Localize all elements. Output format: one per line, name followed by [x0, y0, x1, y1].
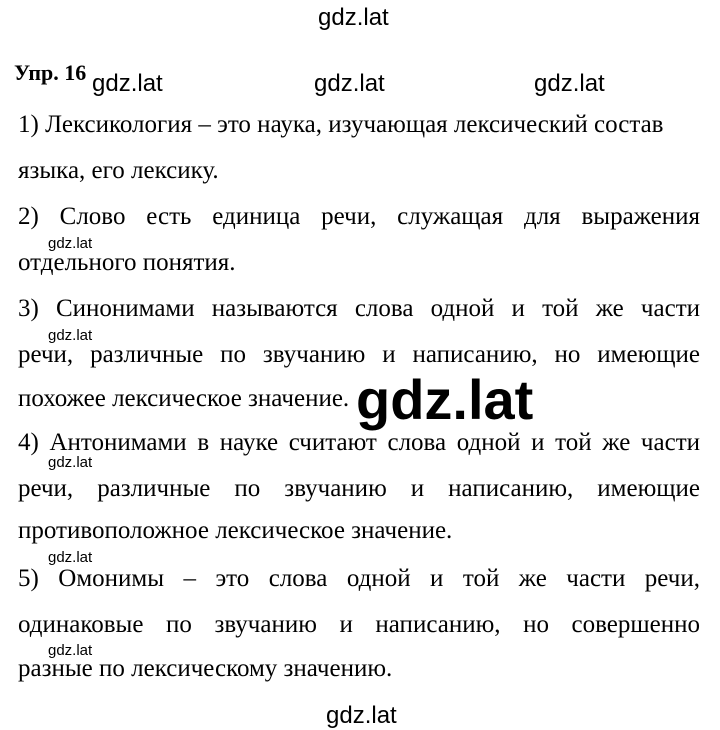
- paragraph-3-line-2: речи, различные по звучанию и написанию, но имеющие: [18, 341, 700, 368]
- paragraph-3-line-1: 3) Синонимами называются слова одной и той же части: [18, 295, 700, 322]
- watermark-text: gdz.lat: [48, 549, 93, 566]
- watermark-text: gdz.lat: [318, 4, 389, 31]
- watermark-text: gdz.lat: [48, 235, 93, 252]
- paragraph-4-line-2: речи, различные по звучанию и написанию, имеющие: [18, 475, 700, 502]
- watermark-text: gdz.lat: [48, 642, 93, 659]
- watermark-text: gdz.lat: [326, 702, 397, 729]
- watermark-text: gdz.lat: [534, 70, 605, 97]
- watermark-text: gdz.lat: [48, 454, 93, 471]
- paragraph-4-line-1: 4) Антонимами в науке считают слова одной и той же части: [18, 429, 700, 456]
- paragraph-3-line-3: похожее лексическое значение.: [18, 385, 350, 412]
- paragraph-2-line-2: отдельного понятия.: [18, 249, 236, 276]
- paragraph-4-line-3: противоположное лексическое значение.: [18, 517, 453, 544]
- paragraph-5-line-2: одинаковые по звучанию и написанию, но совершенно: [18, 611, 700, 638]
- paragraph-5-line-3: разные по лексическому значению.: [18, 655, 393, 682]
- exercise-title: Упр. 16: [14, 60, 87, 85]
- watermark-text: gdz.lat: [48, 327, 93, 344]
- paragraph-1-line-2: языка, его лексику.: [18, 157, 219, 184]
- watermark-text: gdz.lat: [92, 70, 163, 97]
- paragraph-2-line-1: 2) Слово есть единица речи, служащая для выражения: [18, 203, 700, 230]
- paragraph-5-line-1: 5) Омонимы – это слова одной и той же части речи,: [18, 565, 700, 592]
- paragraph-1-line-1: 1) Лексикология – это наука, изучающая лексический состав: [18, 111, 664, 138]
- watermark-text: gdz.lat: [314, 70, 385, 97]
- watermark-large: gdz.lat: [356, 368, 534, 431]
